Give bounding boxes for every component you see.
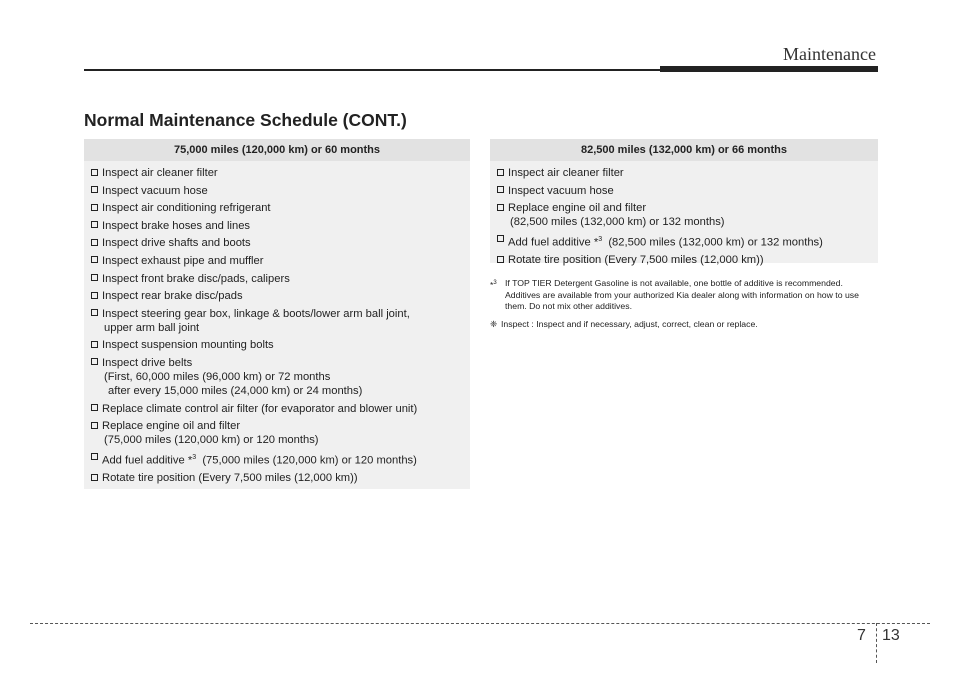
chapter-number: 7 bbox=[857, 627, 866, 644]
checklist-item bbox=[497, 233, 872, 250]
footnote-number: 3 bbox=[192, 453, 197, 461]
checkbox-bullet-icon bbox=[91, 422, 98, 429]
checklist-item-label: Rotate tire position (Every 7,500 miles (12,000 km)) bbox=[102, 472, 358, 485]
checklist-item bbox=[91, 307, 464, 335]
checklist-item-label: Replace climate control air filter (for evaporator and blower unit) bbox=[102, 402, 418, 415]
checklist-item-label: Replace engine oil and filter bbox=[102, 420, 241, 433]
footer-divider bbox=[30, 623, 930, 624]
checkbox-bullet-icon bbox=[91, 221, 98, 228]
checkbox-bullet-icon bbox=[497, 169, 504, 176]
checkbox-bullet-icon bbox=[91, 358, 98, 365]
checklist-item bbox=[91, 471, 464, 485]
checklist-item-label: Add fuel additive bbox=[508, 236, 591, 249]
checklist-item bbox=[91, 338, 464, 352]
checklist-item-detail: upper arm ball joint bbox=[104, 321, 200, 334]
checklist-item bbox=[497, 184, 872, 198]
checklist-item bbox=[91, 419, 464, 447]
note-symbol-icon: ❈ bbox=[490, 319, 498, 329]
checkbox-bullet-icon bbox=[91, 239, 98, 246]
checkbox-bullet-icon bbox=[91, 474, 98, 481]
checkbox-bullet-icon bbox=[91, 186, 98, 193]
checkbox-bullet-icon bbox=[91, 341, 98, 348]
checkbox-bullet-icon bbox=[497, 256, 504, 263]
checkbox-bullet-icon bbox=[91, 204, 98, 211]
schedule-box-82500 bbox=[490, 139, 878, 267]
checklist-item bbox=[91, 184, 464, 198]
checklist-item-detail: after every 15,000 miles (24,000 km) or 24 months) bbox=[108, 384, 363, 397]
checklist-item-detail: (82,500 miles (132,000 km) or 132 months) bbox=[608, 236, 823, 249]
inspect-note-text: Inspect : Inspect and if necessary, adjust, correct, clean or replace. bbox=[501, 319, 758, 329]
checklist-item-detail: (82,500 miles (132,000 km) or 132 months) bbox=[510, 216, 725, 229]
inspect-note bbox=[490, 319, 878, 331]
checkbox-bullet-icon bbox=[497, 204, 504, 211]
checkbox-bullet-icon bbox=[497, 235, 504, 242]
checkbox-bullet-icon bbox=[497, 186, 504, 193]
footnote-number: 3 bbox=[598, 235, 603, 243]
checklist-item-label: Replace engine oil and filter bbox=[508, 202, 647, 215]
checkbox-bullet-icon bbox=[91, 169, 98, 176]
footnote-marker: * bbox=[187, 454, 193, 467]
header-rule bbox=[84, 69, 660, 71]
footnote-star: * bbox=[490, 279, 494, 290]
checklist-item-label: Inspect front brake disc/pads, calipers bbox=[102, 272, 290, 285]
checklist-item bbox=[497, 166, 872, 180]
checklist-item-label: Add fuel additive bbox=[102, 454, 185, 467]
checklist-item-label: Inspect drive belts bbox=[102, 356, 193, 369]
checklist-item-label: Inspect rear brake disc/pads bbox=[102, 290, 243, 303]
checklist-item bbox=[497, 253, 872, 267]
checklist-item-detail: (First, 60,000 miles (96,000 km) or 72 months bbox=[104, 370, 331, 383]
checklist-item-label: Rotate tire position (Every 7,500 miles (12,000 km)) bbox=[508, 254, 764, 267]
checklist-item bbox=[91, 166, 464, 180]
checklist-item bbox=[91, 402, 464, 416]
checklist-item bbox=[91, 219, 464, 233]
checklist-item-label: Inspect steering gear box, linkage & boots/lower arm ball joint, bbox=[102, 307, 410, 320]
checkbox-bullet-icon bbox=[91, 292, 98, 299]
footnote-marker bbox=[490, 278, 497, 291]
checkbox-bullet-icon bbox=[91, 309, 98, 316]
page-heading: Normal Maintenance Schedule (CONT.) bbox=[84, 110, 407, 130]
checklist bbox=[84, 166, 470, 485]
schedule-box-title: 75,000 miles (120,000 km) or 60 months bbox=[84, 139, 470, 161]
checklist-item bbox=[91, 289, 464, 303]
checklist-item bbox=[91, 272, 464, 286]
checklist-item-label: Inspect suspension mounting bolts bbox=[102, 339, 274, 352]
checklist-item-detail: (75,000 miles (120,000 km) or 120 months) bbox=[202, 454, 417, 467]
checkbox-bullet-icon bbox=[91, 404, 98, 411]
footnote-text: If TOP TIER Detergent Gasoline is not available, one bottle of additive is recommended. Additives are available from your authorized Kia dealer along with information on how to use them. Do not mix other additives. bbox=[505, 278, 859, 311]
schedule-box-75000 bbox=[84, 139, 470, 489]
checkbox-bullet-icon bbox=[91, 453, 98, 460]
checklist-item bbox=[91, 201, 464, 215]
checklist-item bbox=[91, 356, 464, 398]
checklist-item-label: Inspect air conditioning refrigerant bbox=[102, 202, 271, 215]
checklist bbox=[490, 166, 878, 267]
checklist-item-label: Inspect air cleaner filter bbox=[508, 167, 624, 179]
checklist-item-label: Inspect vacuum hose bbox=[102, 184, 208, 197]
checklist-item bbox=[91, 451, 464, 468]
footnote-number: 3 bbox=[493, 280, 497, 286]
checklist-item bbox=[497, 201, 872, 229]
checklist-item-label: Inspect air cleaner filter bbox=[102, 167, 218, 179]
checklist-item-label: Inspect exhaust pipe and muffler bbox=[102, 254, 264, 267]
checklist-item bbox=[91, 254, 464, 268]
schedule-box-title: 82,500 miles (132,000 km) or 66 months bbox=[490, 139, 878, 161]
header-rule-accent bbox=[660, 66, 878, 72]
fuel-additive-footnote bbox=[490, 278, 878, 313]
checkbox-bullet-icon bbox=[91, 274, 98, 281]
checklist-item bbox=[91, 236, 464, 250]
checkbox-bullet-icon bbox=[91, 256, 98, 263]
footer-divider-vertical bbox=[876, 623, 877, 663]
checklist-item-detail: (75,000 miles (120,000 km) or 120 months) bbox=[104, 434, 319, 447]
section-title: Maintenance bbox=[783, 44, 876, 64]
checklist-item-label: Inspect vacuum hose bbox=[508, 184, 614, 197]
page-number: 13 bbox=[882, 627, 900, 644]
checklist-item-label: Inspect brake hoses and lines bbox=[102, 219, 251, 232]
checklist-item-label: Inspect drive shafts and boots bbox=[102, 237, 251, 250]
footnote-marker: * bbox=[593, 236, 599, 249]
